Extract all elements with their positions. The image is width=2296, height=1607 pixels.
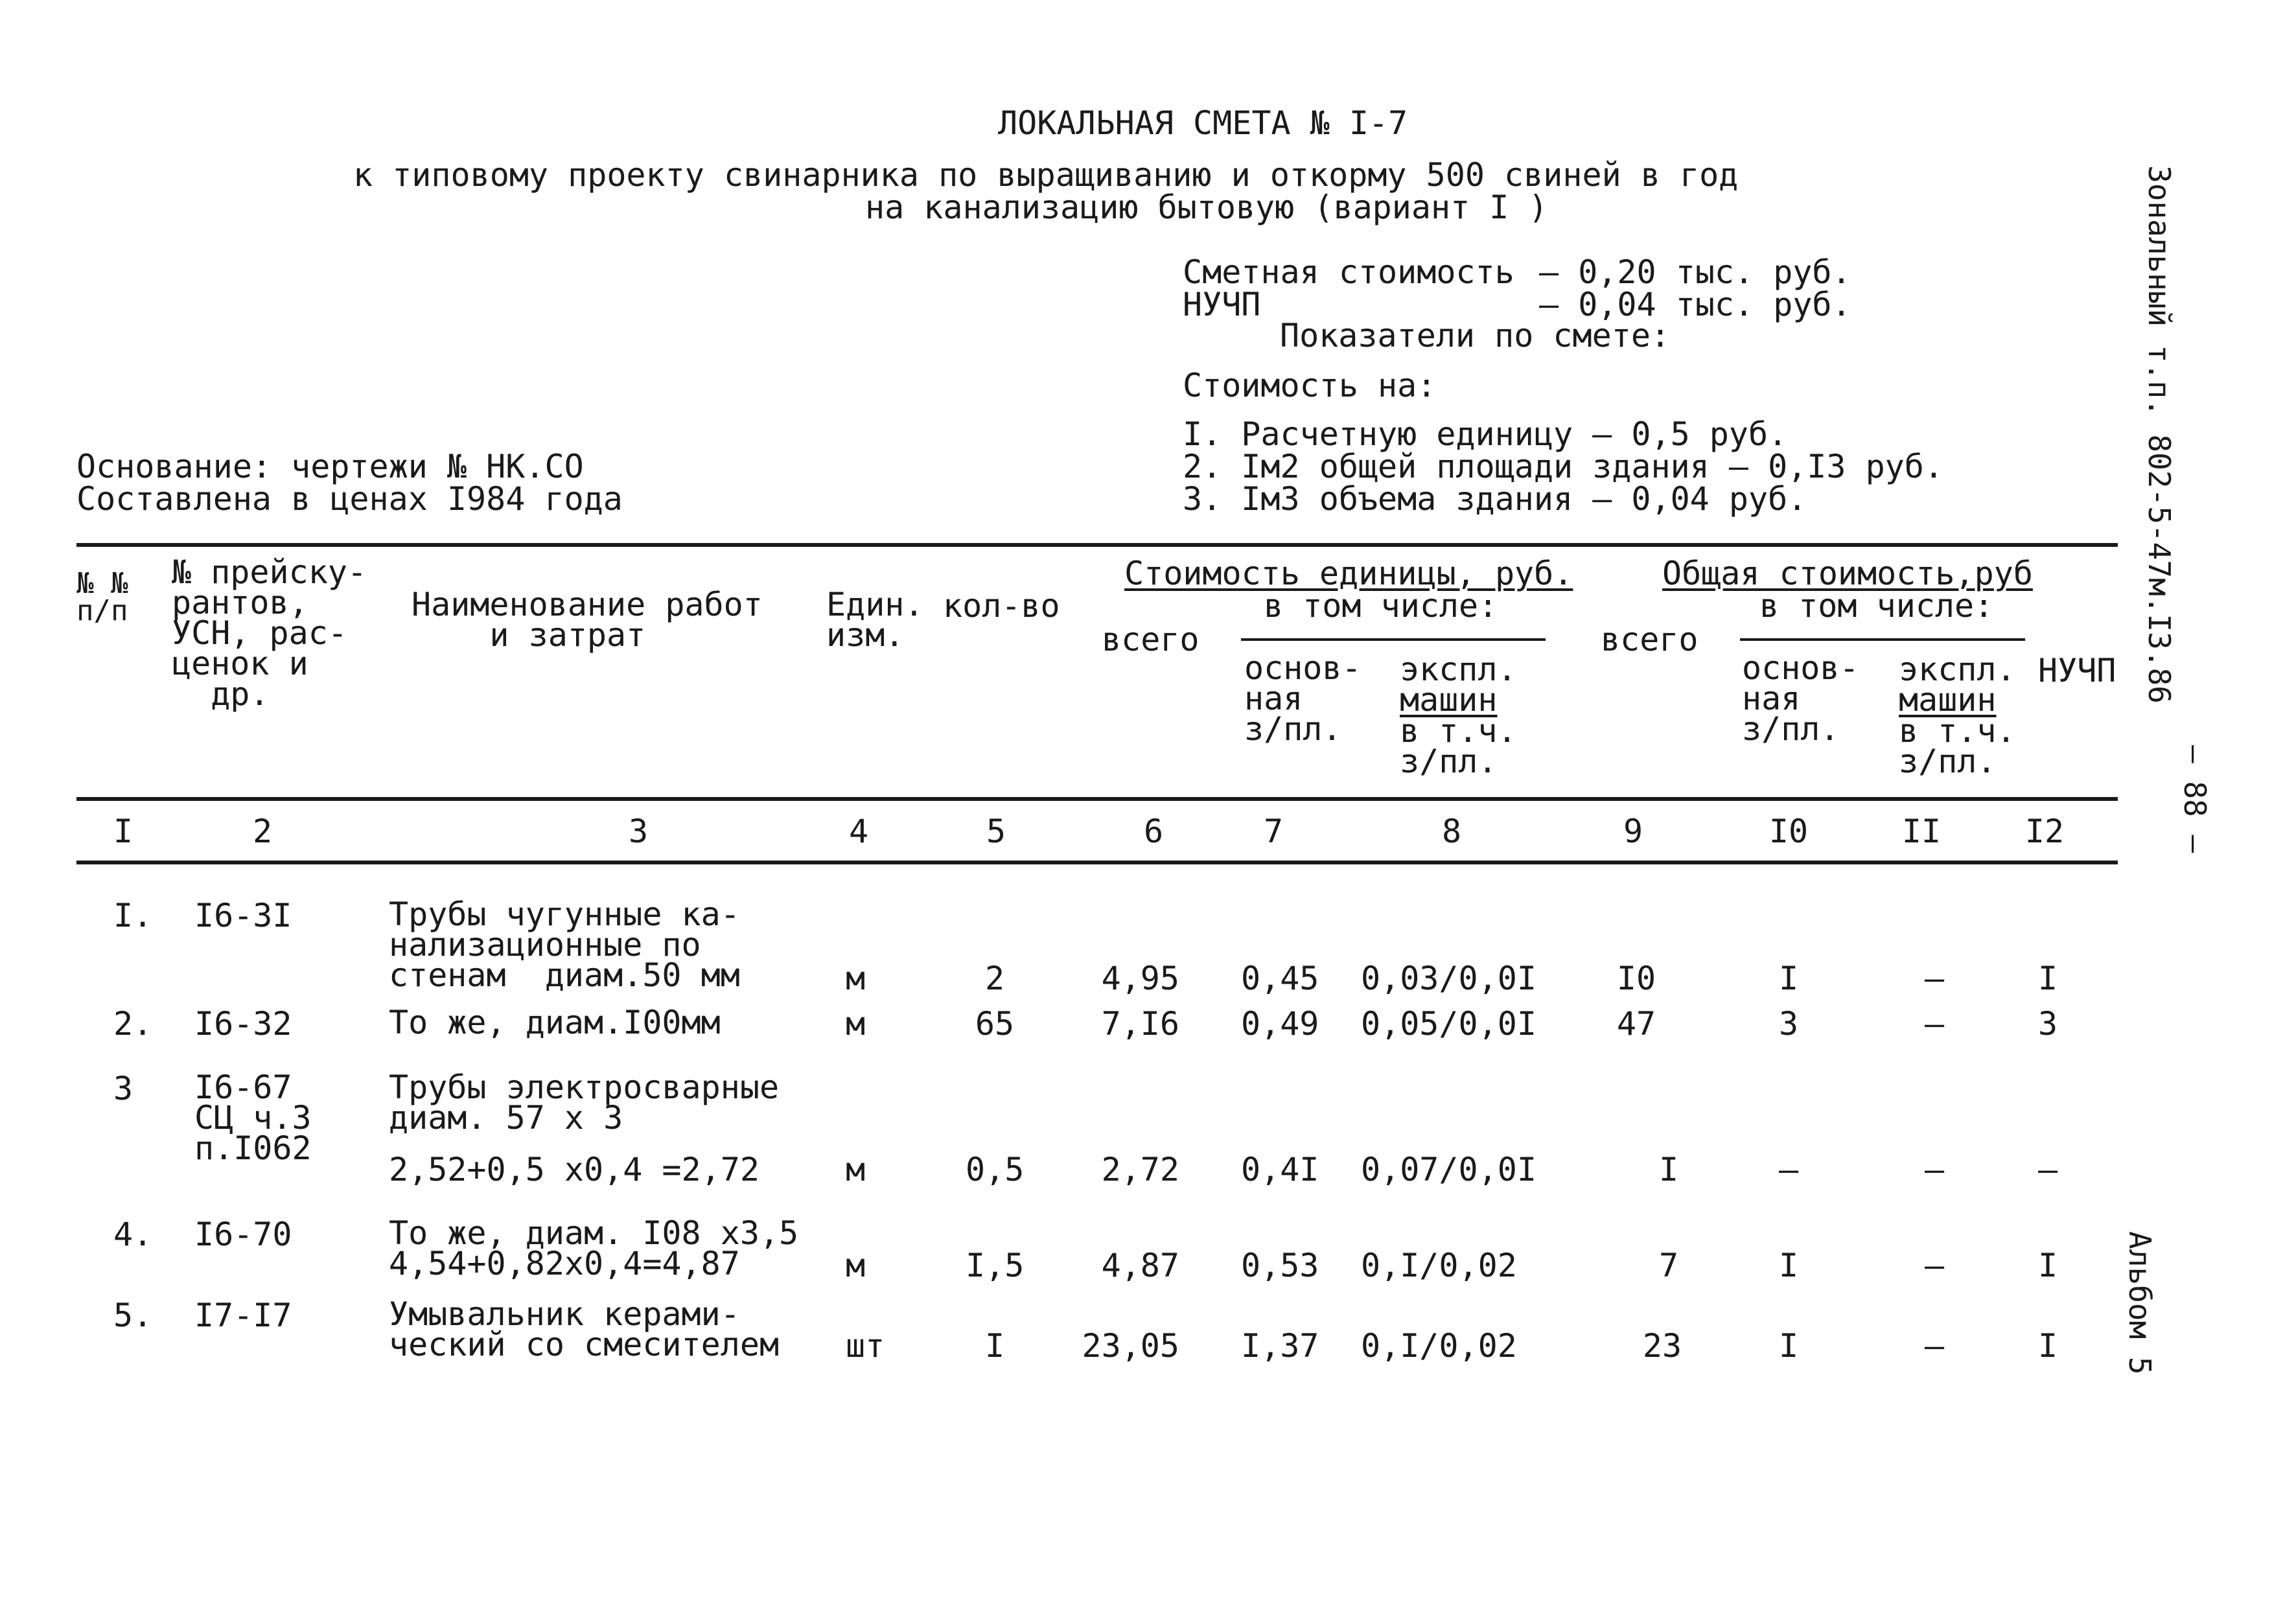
row-wage: I,37: [1241, 1327, 1319, 1365]
row-sum-machines: –: [1924, 1247, 1945, 1284]
header-unit: Един. изм.: [826, 586, 924, 654]
header-base-wage-2: основ- ная з/пл.: [1742, 649, 1859, 748]
header-bottom-rule: [76, 797, 2118, 801]
indicator-item: 3. Iм3 объема здания – 0,04 руб.: [1183, 480, 1807, 518]
page-subtitle: к типовому проекту свинарника по выращиванию и откорму 500 свиней в год: [353, 156, 1739, 194]
row-name: То же, диам.I00мм: [389, 1004, 721, 1041]
row-qty: 0,5: [966, 1151, 1025, 1188]
row-nuchp: –: [2037, 1151, 2058, 1188]
col-number: I: [113, 813, 133, 850]
row-total: 23,05: [1082, 1327, 1179, 1365]
row-sum-wage: –: [1778, 1151, 1799, 1188]
col-number: II: [1901, 813, 1942, 850]
row-code: I7-I7: [194, 1297, 292, 1334]
row-calc: 2,52+0,5 х0,4 =2,72: [389, 1151, 760, 1188]
row-sum: I: [1658, 1151, 1679, 1188]
row-sum-machines: –: [1924, 960, 1945, 997]
header-price-code: № прейску- рантов, УСН, рас- ценок и др.: [172, 553, 367, 713]
page-title: ЛОКАЛЬНАЯ СМЕТА № I-7: [998, 104, 1408, 142]
cost-on-label: Стоимость на:: [1183, 367, 1437, 404]
header-total-2: всего: [1601, 621, 1699, 658]
header-subrule-1: [1241, 638, 1546, 641]
row-nuchp: I: [2037, 1327, 2058, 1365]
col-number: 7: [1263, 813, 1284, 850]
header-machines-2-bottom: в т.ч. з/пл.: [1899, 712, 2016, 780]
header-total-1: всего: [1102, 621, 1200, 658]
row-sum-machines: –: [1924, 1151, 1945, 1188]
row-code: I6-3I: [194, 897, 292, 934]
side-album: Альбом 5: [2122, 1231, 2157, 1375]
col-number: 2: [252, 813, 273, 850]
row-machines: 0,05/0,0I: [1361, 1005, 1536, 1043]
row-sum: 23: [1642, 1327, 1682, 1365]
header-name: Наименование работ и затрат: [412, 586, 763, 654]
row-qty: I: [984, 1327, 1005, 1365]
row-unit: шт: [846, 1327, 885, 1365]
header-subrule-2: [1740, 638, 2025, 641]
header-unit-cost-group: Стоимость единицы, руб.: [1124, 555, 1573, 592]
row-sum-wage: I: [1778, 960, 1799, 997]
row-name: Трубы электросварные диам. 57 х 3: [389, 1069, 780, 1137]
page-subtitle-2: на канализацию бытовую (вариант I ): [865, 189, 1548, 226]
row-machines: 0,03/0,0I: [1361, 960, 1536, 997]
row-code: I6-67 СЦ ч.3 п.I062: [194, 1069, 312, 1167]
side-page-number: – 88 –: [2177, 745, 2212, 853]
row-sum: I0: [1616, 960, 1656, 997]
col-number: 6: [1143, 813, 1164, 850]
col-number: I0: [1768, 813, 1809, 850]
row-unit: м: [846, 1247, 866, 1284]
col-number: I2: [2024, 813, 2065, 850]
row-unit: м: [846, 1005, 866, 1043]
nuchp-label: НУЧП: [1183, 286, 1261, 323]
row-machines: 0,I/0,02: [1361, 1327, 1517, 1365]
row-sum-machines: –: [1924, 1327, 1945, 1365]
row-name: То же, диам. I08 х3,5 4,54+0,82х0,4=4,87: [389, 1214, 799, 1282]
indicators-title: Показатели по смете:: [1280, 317, 1671, 354]
col-number: 5: [986, 813, 1006, 850]
row-num: 2.: [113, 1005, 153, 1043]
header-nuchp: НУЧП: [2038, 652, 2116, 689]
col-number: 8: [1441, 813, 1462, 850]
row-name: Трубы чугунные ка- нализационные по стенам диам.50 мм: [389, 896, 740, 994]
header-incl-2: в том числе:: [1759, 587, 1994, 625]
row-total: 2,72: [1101, 1151, 1179, 1188]
row-num: 5.: [113, 1297, 153, 1334]
row-wage: 0,4I: [1241, 1151, 1319, 1188]
row-num: 3: [113, 1070, 133, 1107]
estimated-cost-label: Сметная стоимость: [1183, 253, 1514, 291]
row-nuchp: 3: [2037, 1005, 2058, 1043]
header-machines-1-bottom: в т.ч. з/пл.: [1400, 712, 1517, 780]
row-sum-wage: 3: [1778, 1005, 1799, 1043]
row-machines: 0,07/0,0I: [1361, 1151, 1536, 1188]
row-unit: м: [846, 960, 866, 997]
basis-prices: Составлена в ценах I984 года: [76, 480, 623, 518]
basis-drawings: Основание: чертежи № НК.СО: [76, 448, 584, 485]
row-total: 7,I6: [1101, 1005, 1179, 1043]
row-num: 4.: [113, 1216, 153, 1253]
row-wage: 0,49: [1241, 1005, 1319, 1043]
header-machines-1: машин: [1400, 681, 1498, 719]
row-sum-wage: I: [1778, 1247, 1799, 1284]
row-num: I.: [113, 897, 153, 934]
row-wage: 0,53: [1241, 1247, 1319, 1284]
header-num: № № п/п: [76, 567, 128, 627]
row-sum: 47: [1616, 1005, 1656, 1043]
table-top-rule: [76, 543, 2118, 547]
col-number-rule: [76, 861, 2118, 864]
col-number: 9: [1623, 813, 1643, 850]
indicator-item: 2. Iм2 общей площади здания – 0,I3 руб.: [1183, 448, 1943, 485]
row-code: I6-32: [194, 1005, 292, 1043]
header-machines-1-top: экспл.: [1400, 651, 1517, 688]
row-unit: м: [846, 1151, 866, 1188]
row-sum-machines: –: [1924, 1005, 1945, 1043]
header-incl-1: в том числе:: [1264, 587, 1498, 625]
header-total-cost-group: Общая стоимость,руб: [1662, 555, 2033, 592]
row-qty: 65: [975, 1005, 1015, 1043]
row-wage: 0,45: [1241, 960, 1319, 997]
row-total: 4,87: [1101, 1247, 1179, 1284]
row-nuchp: I: [2037, 1247, 2058, 1284]
nuchp-value: – 0,04 тыс. руб.: [1539, 286, 1851, 323]
row-machines: 0,I/0,02: [1361, 1247, 1517, 1284]
row-sum: 7: [1658, 1247, 1679, 1284]
row-total: 4,95: [1101, 960, 1179, 997]
side-project-number: Зональный т.п. 802-5-47м.I3.86: [2142, 165, 2177, 704]
col-number: 4: [848, 813, 869, 850]
header-machines-2: машин: [1899, 681, 1997, 719]
row-qty: I,5: [966, 1247, 1025, 1284]
indicator-item: I. Расчетную единицу – 0,5 руб.: [1183, 415, 1788, 453]
estimated-cost-value: – 0,20 тыс. руб.: [1539, 253, 1851, 291]
header-base-wage-1: основ- ная з/пл.: [1244, 649, 1362, 748]
row-code: I6-70: [194, 1216, 292, 1253]
row-nuchp: I: [2037, 960, 2058, 997]
row-name: Умывальник керами- ческий со смесителем: [389, 1295, 780, 1363]
col-number: 3: [628, 813, 649, 850]
row-sum-wage: I: [1778, 1327, 1799, 1365]
header-qty: кол-во: [943, 587, 1060, 625]
header-machines-2-top: экспл.: [1899, 651, 2016, 688]
row-qty: 2: [984, 960, 1005, 997]
